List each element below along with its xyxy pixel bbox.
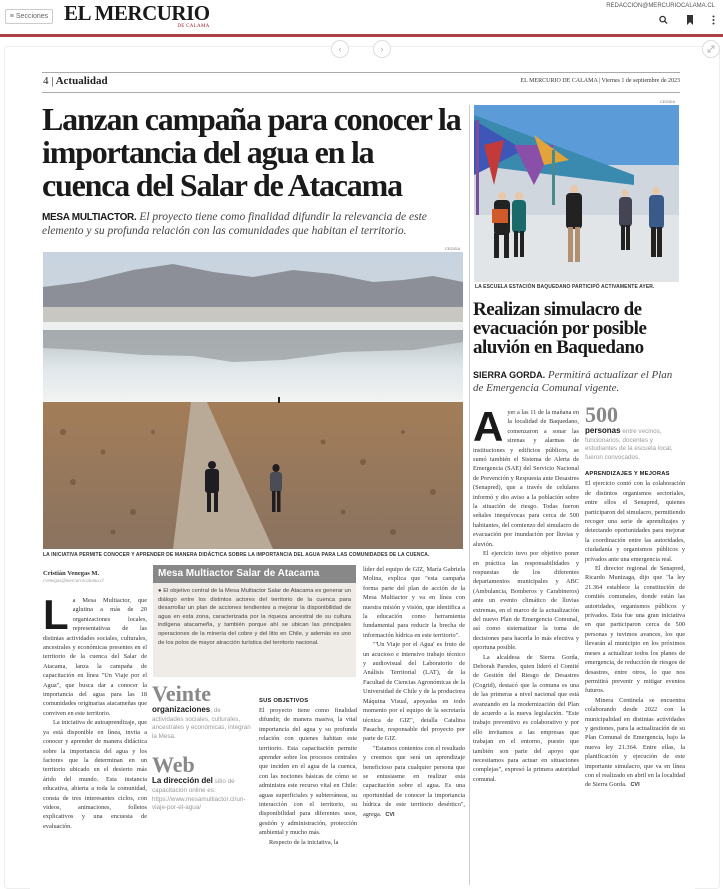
side-col2-p3: Minera Centinela se encuentra colaborando desde 2022 con la municipalidad en distintas actividades y gestiones, para la actualización de su Plan Comunal de Emergencia, bajo la nueva ley 21.364. Entre ellas, la planificación y ejecución de este importante simulacro, que va en línea con el realizado en abril en la localidad de Sierra Gorda. (585, 696, 685, 789)
bullet-icon: ● (158, 588, 162, 594)
dateline: EL MERCURIO DE CALAMA | Viernes 1 de septiembre de 2023 (520, 78, 680, 84)
top-bar (0, 0, 723, 34)
expand-icon (707, 45, 715, 53)
info-box-title: Mesa Multiactor Salar de Atacama (153, 565, 356, 583)
header-rule-top (42, 72, 680, 73)
evacuation-drill-photo (474, 105, 679, 282)
salar-landscape-photo (43, 252, 463, 549)
chevron-left-icon: ‹ (338, 44, 342, 54)
chevron-right-icon: › (380, 44, 384, 54)
main-kicker: MESA MULTIACTOR. (42, 212, 137, 223)
side-column-1 (473, 408, 579, 889)
page-number: 4 (43, 75, 49, 87)
side-col1-p1: yer a las 11 de la mañana en la localidad de Baquedano, comenzaron a sonar las sirenas y alarmas de instituciones y edificios públicos, se sumó también el Sistema de Alerta de Emergencia (SAE) del Servicio Nacional de Prevención y Respuesta ante Desastres (Senapred), que a través de celulares informó y dio aviso a la población sobre la situación de riesgo. Todas fueron señales inequívocas para cerca de 500 habitantes, del comienzo del simulacro de evacuación por inundación por lluvias y aluvión. (473, 409, 579, 548)
section-name: Actualidad (55, 75, 108, 87)
side-photo-caption: LA ESCUELA ESTACIÓN BAQUEDANO PARTICIPÓ ACTIVAMENTE AYER. (475, 284, 655, 290)
info-box-body (153, 583, 356, 651)
sections-button[interactable] (5, 9, 53, 24)
main-col4-p3: "Estamos contentos con el resultado y creemos que será un aprendizaje beneficioso para cualquier persona que se entusiasme en realizar esta capacitación sobre el agua. Es una oportunidad de conocer la importancia hídrica de este territorio desértico", agrega. (363, 744, 465, 818)
main-end-mark: CVI (385, 811, 395, 818)
main-col1-p1: a Mesa Multiactor, que aglutina a más de 20 organizaciones locales, representativas de las distintas actividades sociales, culturales, ancestrales y económicas presentes en el territorio de la cuenca del Salar de Atacama, lanza la campaña de capacitación en línea "Un Viaje por el Agua", que busca dar a conocer la importancia del agua para las 18 comunidades originarias atacameñas que conviven en este territorio. (43, 597, 147, 717)
logo[interactable]: EL MERCURIO (64, 1, 210, 25)
byline (43, 569, 147, 585)
section-header (43, 75, 108, 87)
newspaper-page (30, 68, 695, 889)
side-col2-p2: El director regional de Senapred, Ricardo Munizaga, dijo que "la ley 21.364 establece la constitución de comités comunales, donde están las autoridades, organismos públicos y privados. Esta fue una gran iniciativa en que participaron cerca de 500 personas y tuvimos avances, los que llevarán al municipio en los próximos meses a actualizar todos los planes de emergencia, de reducción de riesgos de desastres, entre otros, lo que nos permitirá prevenir y mitigar eventos futuros. (585, 565, 685, 695)
menu-icon: ≡ (9, 13, 14, 20)
author-name: Cristián Venegas M. (43, 570, 100, 577)
fact-web-bold: La dirección del (152, 776, 213, 786)
fact-web-number: Web (152, 752, 195, 778)
side-headline: Realizan simulacro de evacuación por posible aluvión en Baquedano (473, 299, 647, 358)
main-col1-p2: La iniciativa de autoaprendizaje, que ya está disponible en línea, invita a conocer y aprender de manera didáctica sobre la importancia del agua y los factores que la determinan en un territorio ubicado en el desierto más árido del mundo. Esta instancia educativa, abierta a toda la comunidad, consta de tres interesantes ciclos, con videos, animaciones, folletos explicativos y una encuesta de evaluación. (43, 719, 147, 830)
search-icon[interactable] (659, 15, 668, 28)
subhead-aprendizajes: APRENDIZAJES Y MEJORAS (585, 471, 670, 478)
main-col3-p1: El proyecto tiene como finalidad difundir, de manera masiva, la vital importancia del agua y su profunda relación con quienes habitan este territorio. Esta capacitación permite aprender sobre los procesos centrales que inciden en el agua de la cuenca, con las nociones básicas de cómo se administra este recurso vital en Chile: aguas superficiales y subterráneas, su interacción con el territorio, su disponibilidad para diferentes usos, gestión y administración, protección ambiental y mucho más. (259, 707, 357, 837)
column-divider (469, 105, 470, 885)
fact-500-text (585, 427, 685, 462)
logo-block[interactable] (64, 2, 210, 30)
side-kicker: SIERRA GORDA. (473, 370, 546, 380)
bookmark-icon[interactable] (686, 15, 694, 28)
main-col3-p2: Respecto de la iniciativa, la (269, 838, 339, 846)
fact-500-bold: personas (585, 426, 621, 435)
fact-500-number: 500 (585, 402, 618, 427)
more-vertical-icon[interactable] (712, 15, 715, 28)
side-end-mark: CVI (630, 782, 640, 789)
fact-web-text (152, 777, 252, 812)
toolbar-icons (659, 15, 715, 28)
main-column-4 (363, 565, 465, 889)
main-col4-p2: "'Un Viaje por el Agua' es fruto de un acucioso e intensivo trabajo técnico y audiovisual del Laboratorio de Análisis Territorial (LAT), de la Facultad de Ciencias Agronómicas de la Universidad de Chile y de la productora Máquina Visual, apoyadas en todo momento por el equipo de la secretaría técnica de GIZ", detalla Catalina Pasache, responsable del proyecto por parte de GIZ. (363, 641, 465, 743)
fact-veinte-bold: organizaciones (152, 705, 211, 714)
fact-veinte-desc: , de actividades sociales, culturales, ancestrales y económicas, integran la Mesa. (152, 707, 251, 740)
main-column-1 (43, 596, 147, 889)
contact-email[interactable]: REDACCION@MERCURIOCALAMA.CL (606, 3, 715, 9)
side-col2-p1: El ejercicio contó con la colaboración de distintos organismos sectoriales, entre ellos el Senapred, quienes participaron del simulacro, permitiendo recoger una serie de aprendizajes y detectando oportunidades para mejorar la coordinación entre las autoridades, ciudadanía y organismos públicos y privados ante una emergencia real. (585, 480, 685, 563)
author-email[interactable]: cvenegas@mercuriocalama.cl (43, 579, 104, 584)
side-dropcap: A (473, 408, 504, 450)
info-box-text: El objetivo central de la Mesa Multiactor Salar de Atacama es generar un diálogo entre los distintos actores del territorio de la cuenca para desarrollar un plan de acciones tendientes a mejorar la disponibilidad de agua en esta zona, caracterizada por la riqueza ancestral de su cultura indígena atacameña, y también porque ahí se ubican las principales operaciones de la minería del cobre y del litio en Chile, y además es uno de los polos de mayor atracción turística del territorio nacional. (158, 588, 351, 646)
main-col4-p1: líder del equipo de GIZ, María Gabriela Molina, explica que "esta campaña forma parte del plan de acción de la Mesa Multiactor y va en línea con nuestra misión y visión, que identifica a la educación como herramienta fundamental para reducir la brecha de información hídrica en este territorio". (363, 566, 465, 639)
fact-column (152, 682, 252, 813)
header-rule-bottom (42, 92, 680, 93)
section-separator: | (51, 75, 54, 87)
side-column-2-block (585, 403, 685, 790)
side-deck-text: Permitirá actualizar el Plan de Emergencia Comunal vigente. (473, 369, 673, 394)
header-accent-line (0, 34, 723, 37)
main-headline: Lanzan campaña para conocer la importancia del agua en la cuenca del Salar de Atacama (42, 101, 461, 203)
main-photo-caption: LA INICIATIVA PERMITE CONOCER Y APRENDER DE MANERA DIDÁCTICA SOBRE LA IMPORTANCIA DEL AGUA PARA LAS COMUNIDADES DE LA CUENCA. (43, 552, 430, 558)
side-deck (473, 369, 683, 395)
prev-page-button[interactable] (331, 40, 349, 58)
main-column-3 (259, 697, 357, 889)
fact-web-desc[interactable]: sitio de capacitación online es: https://www.mesamultiactor.cl/un-viaje-por-el-agua/ (152, 778, 246, 812)
fact-veinte-number: Veinte (152, 681, 212, 706)
side-col1-p3: La alcaldesa de Sierra Gorda, Deborah Paredes, quien lideró el Comité de Gestión del Riesgo de Desastres (Cogrid), destacó que la comuna es una de las primeras a nivel nacional que está avanzando en la modernización del Plan de acuerdo a la nueva legislación. "Este trabajo preventivo es colaborativo y por ello invitamos a las empresas que trabajan en el entorno, puesto que también son parte del apoyo que necesitamos para actuar en situaciones complejas", expresó la primera autoridad comunal. (473, 653, 579, 783)
side-photo-credit: CEDIDA (660, 99, 676, 104)
fact-500-desc: entre vecinos, funcionarios, docentes y estudiantes de la escuela local, fueron convocados. (585, 428, 673, 461)
subhead-objetivos: SUS OBJETIVOS (259, 698, 309, 704)
main-photo-credit: CEDIDA (445, 246, 461, 251)
expand-button[interactable] (702, 40, 720, 58)
main-dropcap: L (43, 596, 69, 638)
logo-subtitle: DE CALAMA (177, 24, 210, 29)
side-column-2 (585, 470, 685, 789)
fact-veinte-text (152, 706, 252, 741)
sections-label: Secciones (15, 13, 49, 20)
info-box (153, 565, 356, 677)
main-deck (42, 210, 470, 238)
side-col1-p2: El ejercicio tuvo por objetivo poner en práctica las responsabilidades y respuestas de los diferentes departamentos municipales y ABC (Ambulancia, Bomberos y Carabineros) ante un evento climático de lluvias extremas, en el marco de la actualización del nuevo Plan de Emergencia Comunal, así como sistematizar la toma de decisiones para hacerla lo más efectiva y oportuna posible. (473, 550, 579, 652)
main-deck-text: El proyecto tiene como finalidad difundir la relevancia de este elemento y su profunda relación con las comunidades que habitan el territorio. (42, 211, 427, 237)
next-page-button[interactable] (373, 40, 391, 58)
